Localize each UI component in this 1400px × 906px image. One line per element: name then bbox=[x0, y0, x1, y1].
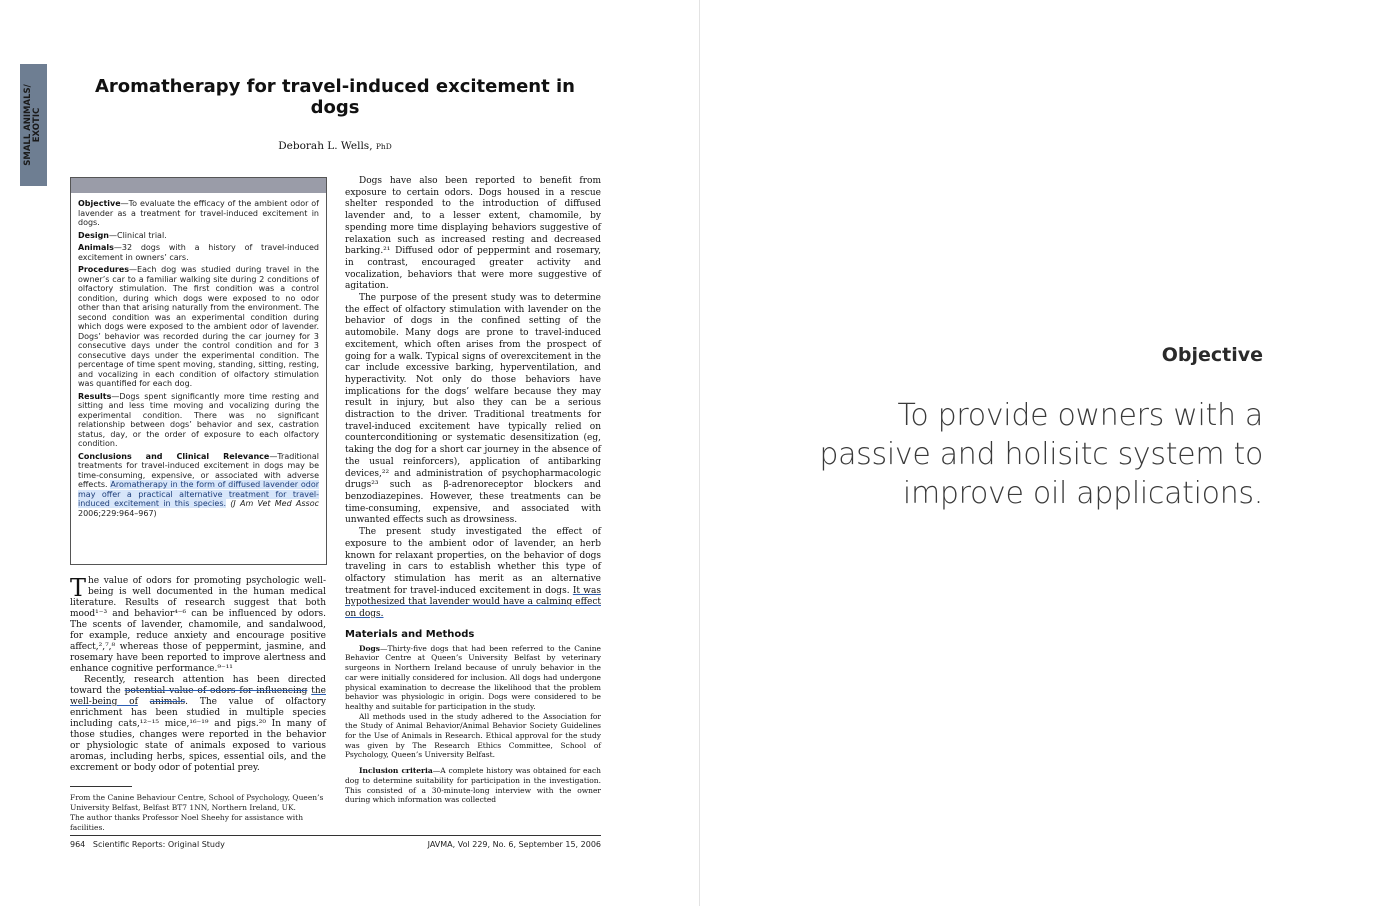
citation-reference: 2006;229:964–967) bbox=[78, 508, 157, 518]
hypothesis-underlined: It was hypothesized that lavender would have a calming effect on dogs. bbox=[345, 585, 601, 620]
section-tab-label: SMALL ANIMALS/ EXOTIC bbox=[23, 84, 42, 166]
highlighted-conclusion: Aromatherapy in the form of diffused lavender odor may offer a practical alternative treatment for travel-induced excitement in this species. bbox=[78, 480, 319, 508]
abstract-text: —32 dogs with a history of travel-induced excitement in owners’ cars. bbox=[78, 243, 319, 262]
footnote-rule bbox=[70, 786, 132, 787]
author-name: Deborah L. Wells, bbox=[278, 140, 373, 152]
subsection-label: Dogs bbox=[359, 643, 380, 653]
objective-panel bbox=[700, 0, 1400, 906]
article-page bbox=[0, 0, 699, 906]
objective-heading: Objective bbox=[1161, 344, 1263, 366]
struck-text: potential value of odors for influencing bbox=[124, 686, 308, 696]
body-paragraph bbox=[345, 527, 601, 621]
author-byline bbox=[70, 140, 600, 152]
intro-paragraph-1 bbox=[70, 576, 326, 675]
author-degree: PhD bbox=[375, 142, 392, 151]
methods-paragraph: All methods used in the study adhered to the Association for the Study of Animal Behavior/Animal Behavior Society Guidelines for the Use of Animals in Research. Ethical approval for the study was given by The Research Ethics Committee, School of Psychology, Queen’s University Belfast. bbox=[345, 711, 601, 760]
abstract-label: Objective bbox=[78, 199, 121, 208]
objective-statement: To provide owners with a passive and holisitc system to improve oil applications. bbox=[819, 398, 1263, 511]
article-title: Aromatherapy for travel-induced excitement in dogs bbox=[95, 76, 575, 118]
body-column-right bbox=[345, 176, 601, 805]
footer-rule bbox=[70, 835, 601, 836]
abstract-box bbox=[70, 177, 327, 565]
abstract-animals bbox=[78, 243, 319, 262]
abstract-label: Conclusions and Clinical Relevance bbox=[78, 451, 270, 461]
abstract-text: —To evaluate the efficacy of the ambient odor of lavender as a treatment for travel-induced excitement in dogs. bbox=[78, 199, 319, 227]
drop-cap: T bbox=[70, 574, 87, 602]
body-text: The present study investigated the effect of exposure to the ambient odor of lavender, an herb known for relaxant properties, on the behavior of dogs traveling in cars to establish whether this type of olfactory stimulation has merit as an alternative treatment for travel-induced excitement in dogs. bbox=[345, 527, 601, 596]
intro-paragraph-2 bbox=[70, 675, 326, 774]
abstract-text: —Traditional treatments for travel-induced excitement in dogs may be time-consuming, expensive, or associated with adverse effects. bbox=[78, 451, 319, 489]
abstract-header-band bbox=[71, 178, 326, 193]
abstract-conclusions bbox=[78, 452, 319, 519]
struck-text: animals bbox=[149, 697, 186, 707]
footer-journal-info: JAVMA, Vol 229, No. 6, September 15, 2006 bbox=[427, 840, 601, 849]
body-text: —A complete history was obtained for each dog to determine suitability for participation in the investigation. This consisted of a 30-minute-long interview with the owner during which information was collected bbox=[345, 766, 601, 805]
abstract-design bbox=[78, 231, 319, 241]
abstract-procedures bbox=[78, 265, 319, 389]
underlined-text: the well-being of bbox=[70, 686, 326, 707]
abstract-label: Design bbox=[78, 230, 109, 240]
intro-text: he value of odors for promoting psychologic well-being is well documented in the human medical literature. Results of research suggest that both mood¹⁻³ and behavior⁴⁻⁶ can be influenced by odors. The scents of lavender, chamomile, and sandalwood, for example, reduce anxiety and encourage positive affect,²,⁷,⁸ whereas those of peppermint, jasmine, and rosemary have been reported to improve alertness and enhance cognitive performance.⁹⁻¹¹ bbox=[70, 576, 326, 674]
intro-text: . The value of olfactory enrichment has been studied in multiple species including cats,¹²⁻¹⁵ mice,¹⁶⁻¹⁹ and pigs.²⁰ In many of those studies, changes were reported in the behavior or physiologic state of animals exposed to various aromas, including herbs, spices, essential oils, and the excrement or body odor of potential prey. bbox=[70, 697, 326, 773]
affiliation-footnote bbox=[70, 793, 326, 833]
body-paragraph: The purpose of the present study was to determine the effect of olfactory stimulation with lavender on the behavior of dogs in the confined setting of the automobile. Many dogs are prone to travel-induced excitement, which often arises from the prospect of going for a walk. Typical signs of overexcitement in the car include excessive barking, hyperventilation, and hyperactivity. Not only do those behaviors have implications for the dogs’ welfare because they may result in injury, but also they can be a serious distraction to the driver. Traditional treatments for travel-induced excitement have typically relied on counterconditioning or systematic desensitization (eg, taking the dog for a short car journey in the absence of the usual reinforcers), application of antibarking devices,²² and administration of psychopharmacologic drugs²³ such as β-adrenoreceptor blockers and benzodiazepines. However, these treatments can be time-consuming, expensive, and associated with unwanted effects such as drowsiness. bbox=[345, 293, 601, 526]
section-tab bbox=[20, 64, 47, 186]
acknowledgment-line: The author thanks Professor Noel Sheehy for assistance with facilities. bbox=[70, 813, 304, 832]
inclusion-paragraph bbox=[345, 766, 601, 805]
abstract-text: —Clinical trial. bbox=[109, 230, 167, 240]
footer-page-info: 964 Scientific Reports: Original Study bbox=[70, 840, 225, 849]
intro-text: Recently, research attention has been directed toward the bbox=[70, 675, 326, 696]
subsection-label: Inclusion criteria bbox=[359, 766, 433, 776]
methods-heading: Materials and Methods bbox=[345, 628, 475, 640]
abstract-label: Animals bbox=[78, 243, 114, 252]
abstract-label: Procedures bbox=[78, 265, 130, 274]
abstract-objective bbox=[78, 199, 319, 228]
body-paragraph: Dogs have also been reported to benefit from exposure to certain odors. Dogs housed in a rescue shelter responded to the introduction of diffused lavender and, to a lesser extent, chamomile, by spending more time displaying behaviors suggestive of relaxation such as increased resting and decreased barking.²¹ Diffused odor of peppermint and rosemary, in contrast, encouraged greater activity and vocalization, behaviors that were more suggestive of agitation. bbox=[345, 176, 601, 292]
abstract-text: —Each dog was studied during travel in the owner’s car to a familiar walking site during 2 conditions of olfactory stimulation. The first condition was a control condition, during which dogs were exposed to no odor other than that arising naturally from the environment. The second condition was an experimental condition during which dogs were exposed to the ambient odor of lavender. Dogs’ behavior was recorded during the car journey for 3 consecutive days under the control condition and for 3 consecutive days under the experimental condition. The percentage of time spent moving, standing, sitting, resting, and vocalizing in each condition of olfactory stimulation was quantified for each dog. bbox=[78, 265, 319, 388]
intro-column bbox=[70, 576, 326, 774]
citation-journal: (J Am Vet Med Assoc bbox=[230, 499, 320, 508]
body-text: —Thirty-five dogs that had been referred to the Canine Behavior Centre at Queen’s University Belfast by veterinary surgeons in Northern Ireland because of unruly behavior in the car were initially considered for inclusion. All dogs had undergone physical examination to decrease the likelihood that the problem behavior was physiologic in origin. Dogs were considered to be healthy and suitable for participation in the study. bbox=[345, 643, 601, 711]
abstract-text: —Dogs spent significantly more time resting and sitting and less time moving and vocalizing during the experimental condition. There was no significant relationship between dogs’ behavior and sex, castration status, day, or the order of exposure to each olfactory condition. bbox=[78, 391, 319, 448]
dogs-paragraph bbox=[345, 644, 601, 712]
abstract-label: Results bbox=[78, 391, 112, 401]
abstract-results bbox=[78, 392, 319, 449]
affiliation-line: From the Canine Behaviour Centre, School of Psychology, Queen’s University Belfast, Belfast BT7 1NN, Northern Ireland, UK. bbox=[70, 793, 324, 812]
abstract-body bbox=[71, 193, 326, 518]
